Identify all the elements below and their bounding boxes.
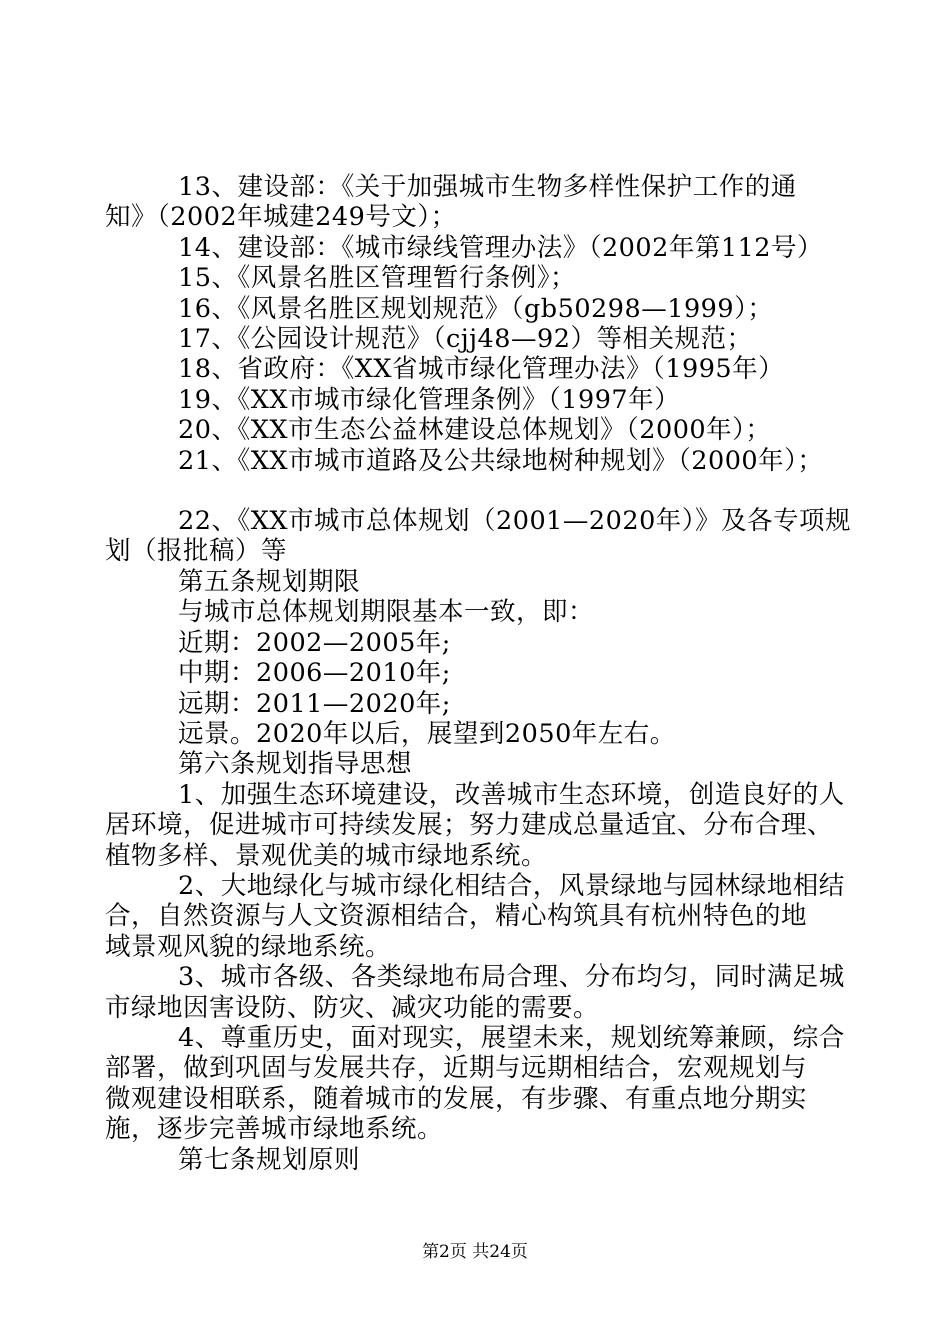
text-line: 第五条规划期限 [178, 566, 361, 597]
text-line: 居环境，促进城市可持续发展；努力建成总量适宜、分布合理、 [105, 810, 834, 841]
text-line: 13、建设部：《关于加强城市生物多样性保护工作的通 [178, 172, 797, 202]
text-line: 施，逐步完善城市绿地系统。 [105, 1114, 444, 1145]
text-line: 20、《XX市生态公益林建设总体规划》（2000年）； [178, 415, 772, 446]
text-line: 22、《XX市城市总体规划（2001—2020年）》及各专项规 [178, 506, 852, 537]
text-line: 植物多样、景观优美的城市绿地系统。 [105, 840, 548, 871]
text-line: 微观建设相联系，随着城市的发展，有步骤、有重点地分期实 [105, 1083, 808, 1114]
text-line: 16、《风景名胜区规划规范》（gb50298—1999）； [178, 293, 774, 324]
text-line: 19、《XX市城市绿化管理条例》（1997年） [178, 384, 681, 415]
text-line: 4、尊重历史，面对现实，展望未来，规划统筹兼顾，综合 [178, 1022, 845, 1053]
text-line: 部署，做到巩固与发展共存，近期与远期相结合，宏观规划与 [105, 1053, 808, 1084]
document-body [105, 172, 852, 1175]
text-line: 3、城市各级、各类绿地布局合理、分布均匀，同时满足城 [178, 962, 845, 993]
paragraph-gap [105, 476, 840, 506]
text-line: 知》（2002年城建249号文）； [105, 202, 457, 233]
text-line: 15、《风景名胜区管理暂行条例》； [178, 263, 576, 294]
regulation-list-block [105, 172, 840, 476]
text-line: 划（报批稿）等 [105, 536, 288, 567]
text-line: 21、《XX市城市道路及公共绿地树种规划》（2000年）； [178, 445, 824, 476]
page-footer: 第2页 共24页 [422, 1242, 528, 1262]
planning-text-block [105, 506, 852, 1175]
text-line: 近期：2002—2005年; [178, 627, 451, 658]
text-line: 第七条规划原则 [178, 1144, 361, 1175]
text-line: 与城市总体规划期限基本一致，即： [178, 597, 595, 628]
text-line: 合，自然资源与人文资源相结合，精心构筑具有杭州特色的地 [105, 901, 808, 932]
text-line: 18、省政府：《XX省城市绿化管理办法》（1995年） [178, 354, 785, 385]
text-line: 远期：2011—2020年; [178, 688, 451, 719]
text-line: 第六条规划指导思想 [178, 749, 413, 780]
text-line: 市绿地因害设防、防灾、减灾功能的需要。 [105, 992, 600, 1023]
text-line: 1、加强生态环境建设，改善城市生态环境，创造良好的人 [178, 779, 845, 810]
text-line: 17、《公园设计规范》（cjj48—92）等相关规范； [178, 324, 753, 355]
text-line: 2、大地绿化与城市绿化相结合，风景绿地与园林绿地相结 [178, 870, 845, 901]
text-line: 域景观风貌的绿地系统。 [105, 931, 392, 962]
text-line: 中期：2006—2010年; [178, 658, 451, 689]
text-line: 14、建设部：《城市绿线管理办法》（2002年第112号） [178, 232, 824, 263]
text-line: 远景。2020年以后，展望到2050年左右。 [178, 718, 676, 749]
